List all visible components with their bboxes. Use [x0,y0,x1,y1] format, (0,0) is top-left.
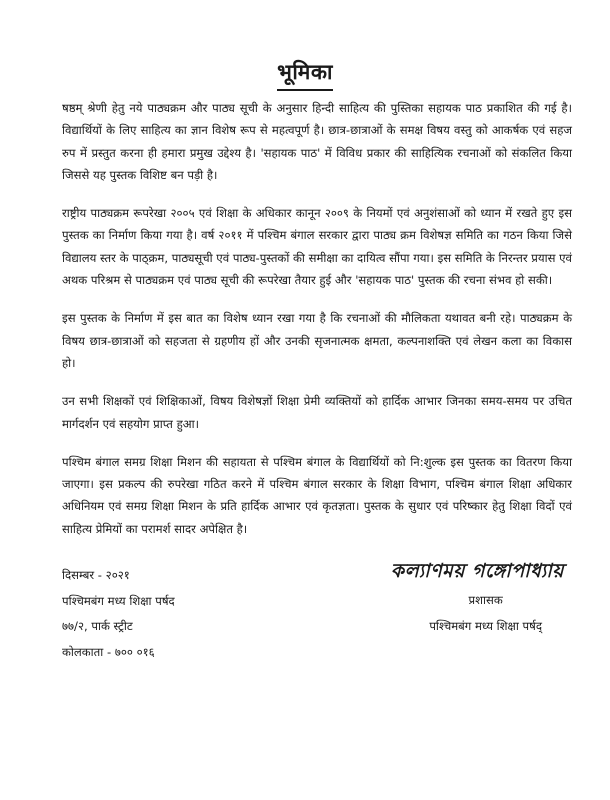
page-title: भूमिका [277,58,333,91]
signatory-org: पश्चिमबंग मध्य शिक्षा पर्षद् [429,618,542,633]
date-text: दिसम्बर - २०२१ [62,568,130,582]
designation: प्रशासक [468,593,503,607]
paragraph-5: पश्चिम बंगाल समग्र शिक्षा मिशन की सहायता से पश्चिम बंगाल के विद्यार्थियों को नि:शुल्क इस पुस्तक का वितरण किया जाएगा। इस प्रकल्प की रुपरेखा गठित करने में पश्चिम बंगाल सरकार के शिक्षा विभाग, पश्चिम बंगाल शिक्षा अधिकार अधिनियम एवं समग्र शिक्षा मिशन के प्रति हार्दिक आभार एवं कृतज्ञता। पुस्तक के सुधार एवं परिष्कार हेतु शिक्षा विदों एवं साहित्य प्रेमियों का परामर्श सादर अपेक्षित है। [62,454,572,536]
signatory-block [429,588,542,639]
paragraph-2: राष्ट्रीय पाठ्यक्रम रूपरेखा २००५ एवं शिक्षा के अधिकार कानून २००९ के नियमों एवं अनुशंसाओं को ध्यान में रखते हुए इस पुस्तक का निर्माण किया गया है। वर्ष २०११ में पश्चिम बंगाल सरकार द्वारा पाठ्य क्रम विशेषज्ञ समिति का गठन किया जिसे विद्यालय स्तर के पाठ्क्रम, पाठ्यसूची एवं पाठ्य-पुस्तकों की समीक्षा का दायित्व सौंपा गया। इस समिति के निरन्तर प्रयास एवं अथक परिश्रम से पाठ्यक्रम एवं पाठ्य सूची की रूपरेखा तैयार हुई और 'सहायक पाठ' पुस्तक की रचना संभव हो सकी। [62,206,572,288]
footer [62,560,572,673]
title-wrapper [0,58,610,91]
org-name: पश्चिमबंग मध्य शिक्षा पर्षद [62,593,175,608]
body-text [62,97,572,556]
signature: কল্যাণময় গঙ্গোপাধ্যায় [390,560,564,582]
footer-address-block [62,563,175,665]
paragraph-1: षष्ठम् श्रेणी हेतु नये पाठ्यक्रम और पाठ्य सूची के अनुसार हिन्दी साहित्य की पुस्तिका सहायक पाठ प्रकाशित की गई है। विद्यार्थियों के लिए साहित्य का ज्ञान विशेष रूप से महत्वपूर्ण है। छात्र-छात्राओं के समक्ष विषय वस्तु को आकर्षक एवं सहज रुप में प्रस्तुत करना ही हमारा प्रमुख उद्देश्य है। 'सहायक पाठ' में विविध प्रकार की साहित्यिक रचनाओं को संकलित किया जिससे यह पुस्तक विशिष्ट बन पड़ी है। [62,101,572,182]
paragraph-4: उन सभी शिक्षकों एवं शिक्षिकाओं, विषय विशेषज्ञों शिक्षा प्रेमी व्यक्तियों को हार्दिक आभार जिनका समय-समय पर उचित मार्गदर्शन एवं सहयोग प्राप्त हुआ। [62,394,572,431]
city-line: कोलकाता - ७०० ०१६ [62,644,155,659]
address-line: ७७/२, पार्क स्ट्रीट [62,619,133,633]
paragraph-3: इस पुस्तक के निर्माण में इस बात का विशेष ध्यान रखा गया है कि रचनाओं की मौलिकता यथावत बनी रहे। पाठ्यक्रम के विषय छात्र-छात्राओं को सहजता से ग्रहणीय हों और उनकी सृजनात्मक क्षमता, कल्पनाशक्ति एवं लेखन कला का विकास हो। [62,311,572,370]
